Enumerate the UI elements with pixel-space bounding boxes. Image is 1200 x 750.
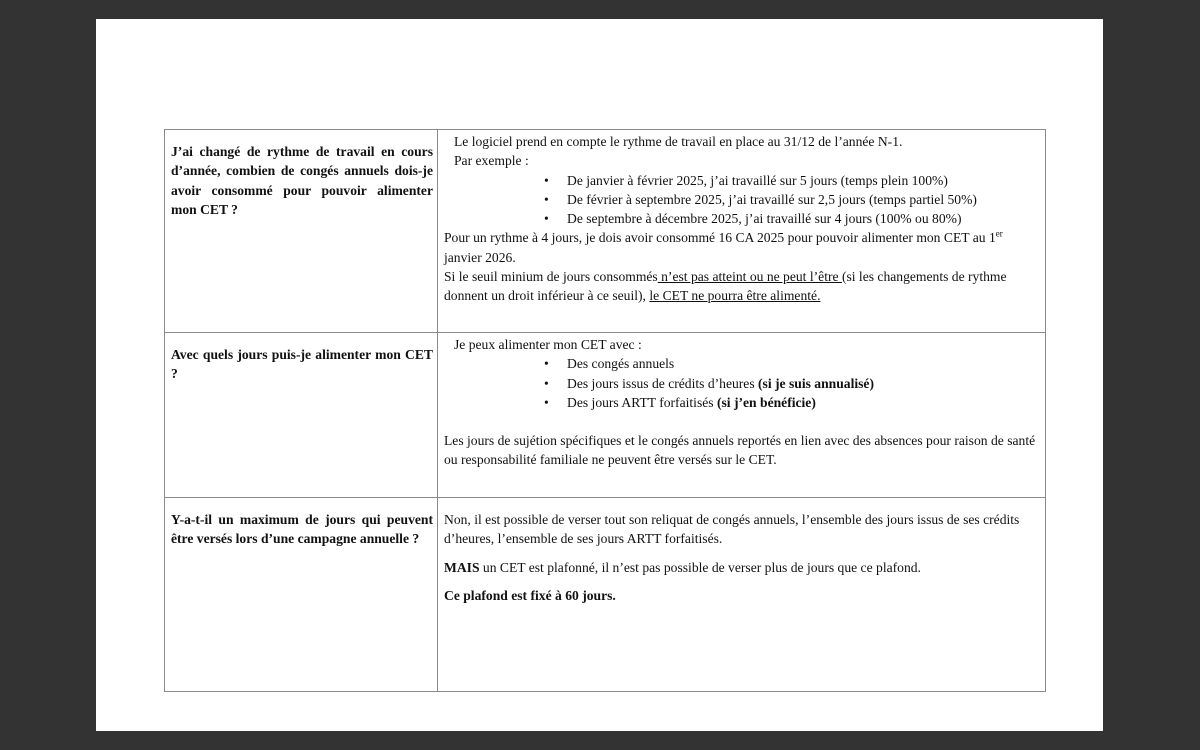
question-cell: Y-a-t-il un maximum de jours qui peuvent être versés lors d’une campagne annuelle ?: [165, 498, 438, 692]
example-list: [444, 171, 1039, 229]
question-cell: Avec quels jours puis-je alimenter mon CET ?: [165, 333, 438, 498]
list-item: • De septembre à décembre 2025, j’ai travaillé sur 4 jours (100% ou 80%): [444, 209, 1039, 228]
answer-cell: [438, 130, 1046, 333]
day-types-list: [444, 354, 1039, 412]
answer-intro: Le logiciel prend en compte le rythme de travail en place au 31/12 de l’année N-1.: [454, 134, 903, 149]
list-item: • Des congés annuels: [444, 354, 1039, 373]
exclusion-note: Les jours de sujétion spécifiques et le congés annuels reportés en lien avec des absences pour raison de santé ou responsabilité familiale ne peuvent être versés sur le CET.: [444, 433, 1036, 468]
list-item: • Des jours ARTT forfaitisés (si j’en bénéficie): [444, 393, 1039, 412]
list-item: • De janvier à février 2025, j’ai travaillé sur 5 jours (temps plein 100%): [444, 171, 1039, 190]
question-cell: J’ai changé de rythme de travail en cours d’année, combien de congés annuels dois-je avoir consommé pour pouvoir alimenter mon CET ?: [165, 130, 438, 333]
answer-intro: Je peux alimenter mon CET avec :: [454, 337, 642, 352]
list-item: • De février à septembre 2025, j’ai travaillé sur 2,5 jours (temps partiel 50%): [444, 190, 1039, 209]
example-label: Par exemple :: [454, 153, 529, 169]
table-row: [165, 333, 1046, 498]
ceiling-value: Ce plafond est fixé à 60 jours.: [444, 587, 616, 603]
ceiling-warning: MAIS un CET est plafonné, il n’est pas possible de verser plus de jours que ce plafond.: [444, 559, 921, 575]
document-page: [96, 19, 1103, 731]
answer-text: Non, il est possible de verser tout son reliquat de congés annuels, l’ensemble des jours issus de ses crédits d’heures, l’ensemble de ses jours ARTT forfaitisés.: [444, 512, 1020, 547]
answer-cell: [438, 498, 1046, 692]
table-row: [165, 130, 1046, 333]
answer-cell: [438, 333, 1046, 498]
faq-table: [164, 129, 1046, 692]
threshold-text: Si le seuil minium de jours consommés n’est pas atteint ou ne peut l’être (si les changements de rythme donnent un droit inférieur à ce seuil), le CET ne pourra être alimenté.: [444, 269, 1007, 304]
table-row: [165, 498, 1046, 692]
conclusion-text: Pour un rythme à 4 jours, je dois avoir consommé 16 CA 2025 pour pouvoir alimenter mon CET au 1er janvier 2026.: [444, 228, 1003, 265]
list-item: • Des jours issus de crédits d’heures (si je suis annualisé): [444, 374, 1039, 393]
